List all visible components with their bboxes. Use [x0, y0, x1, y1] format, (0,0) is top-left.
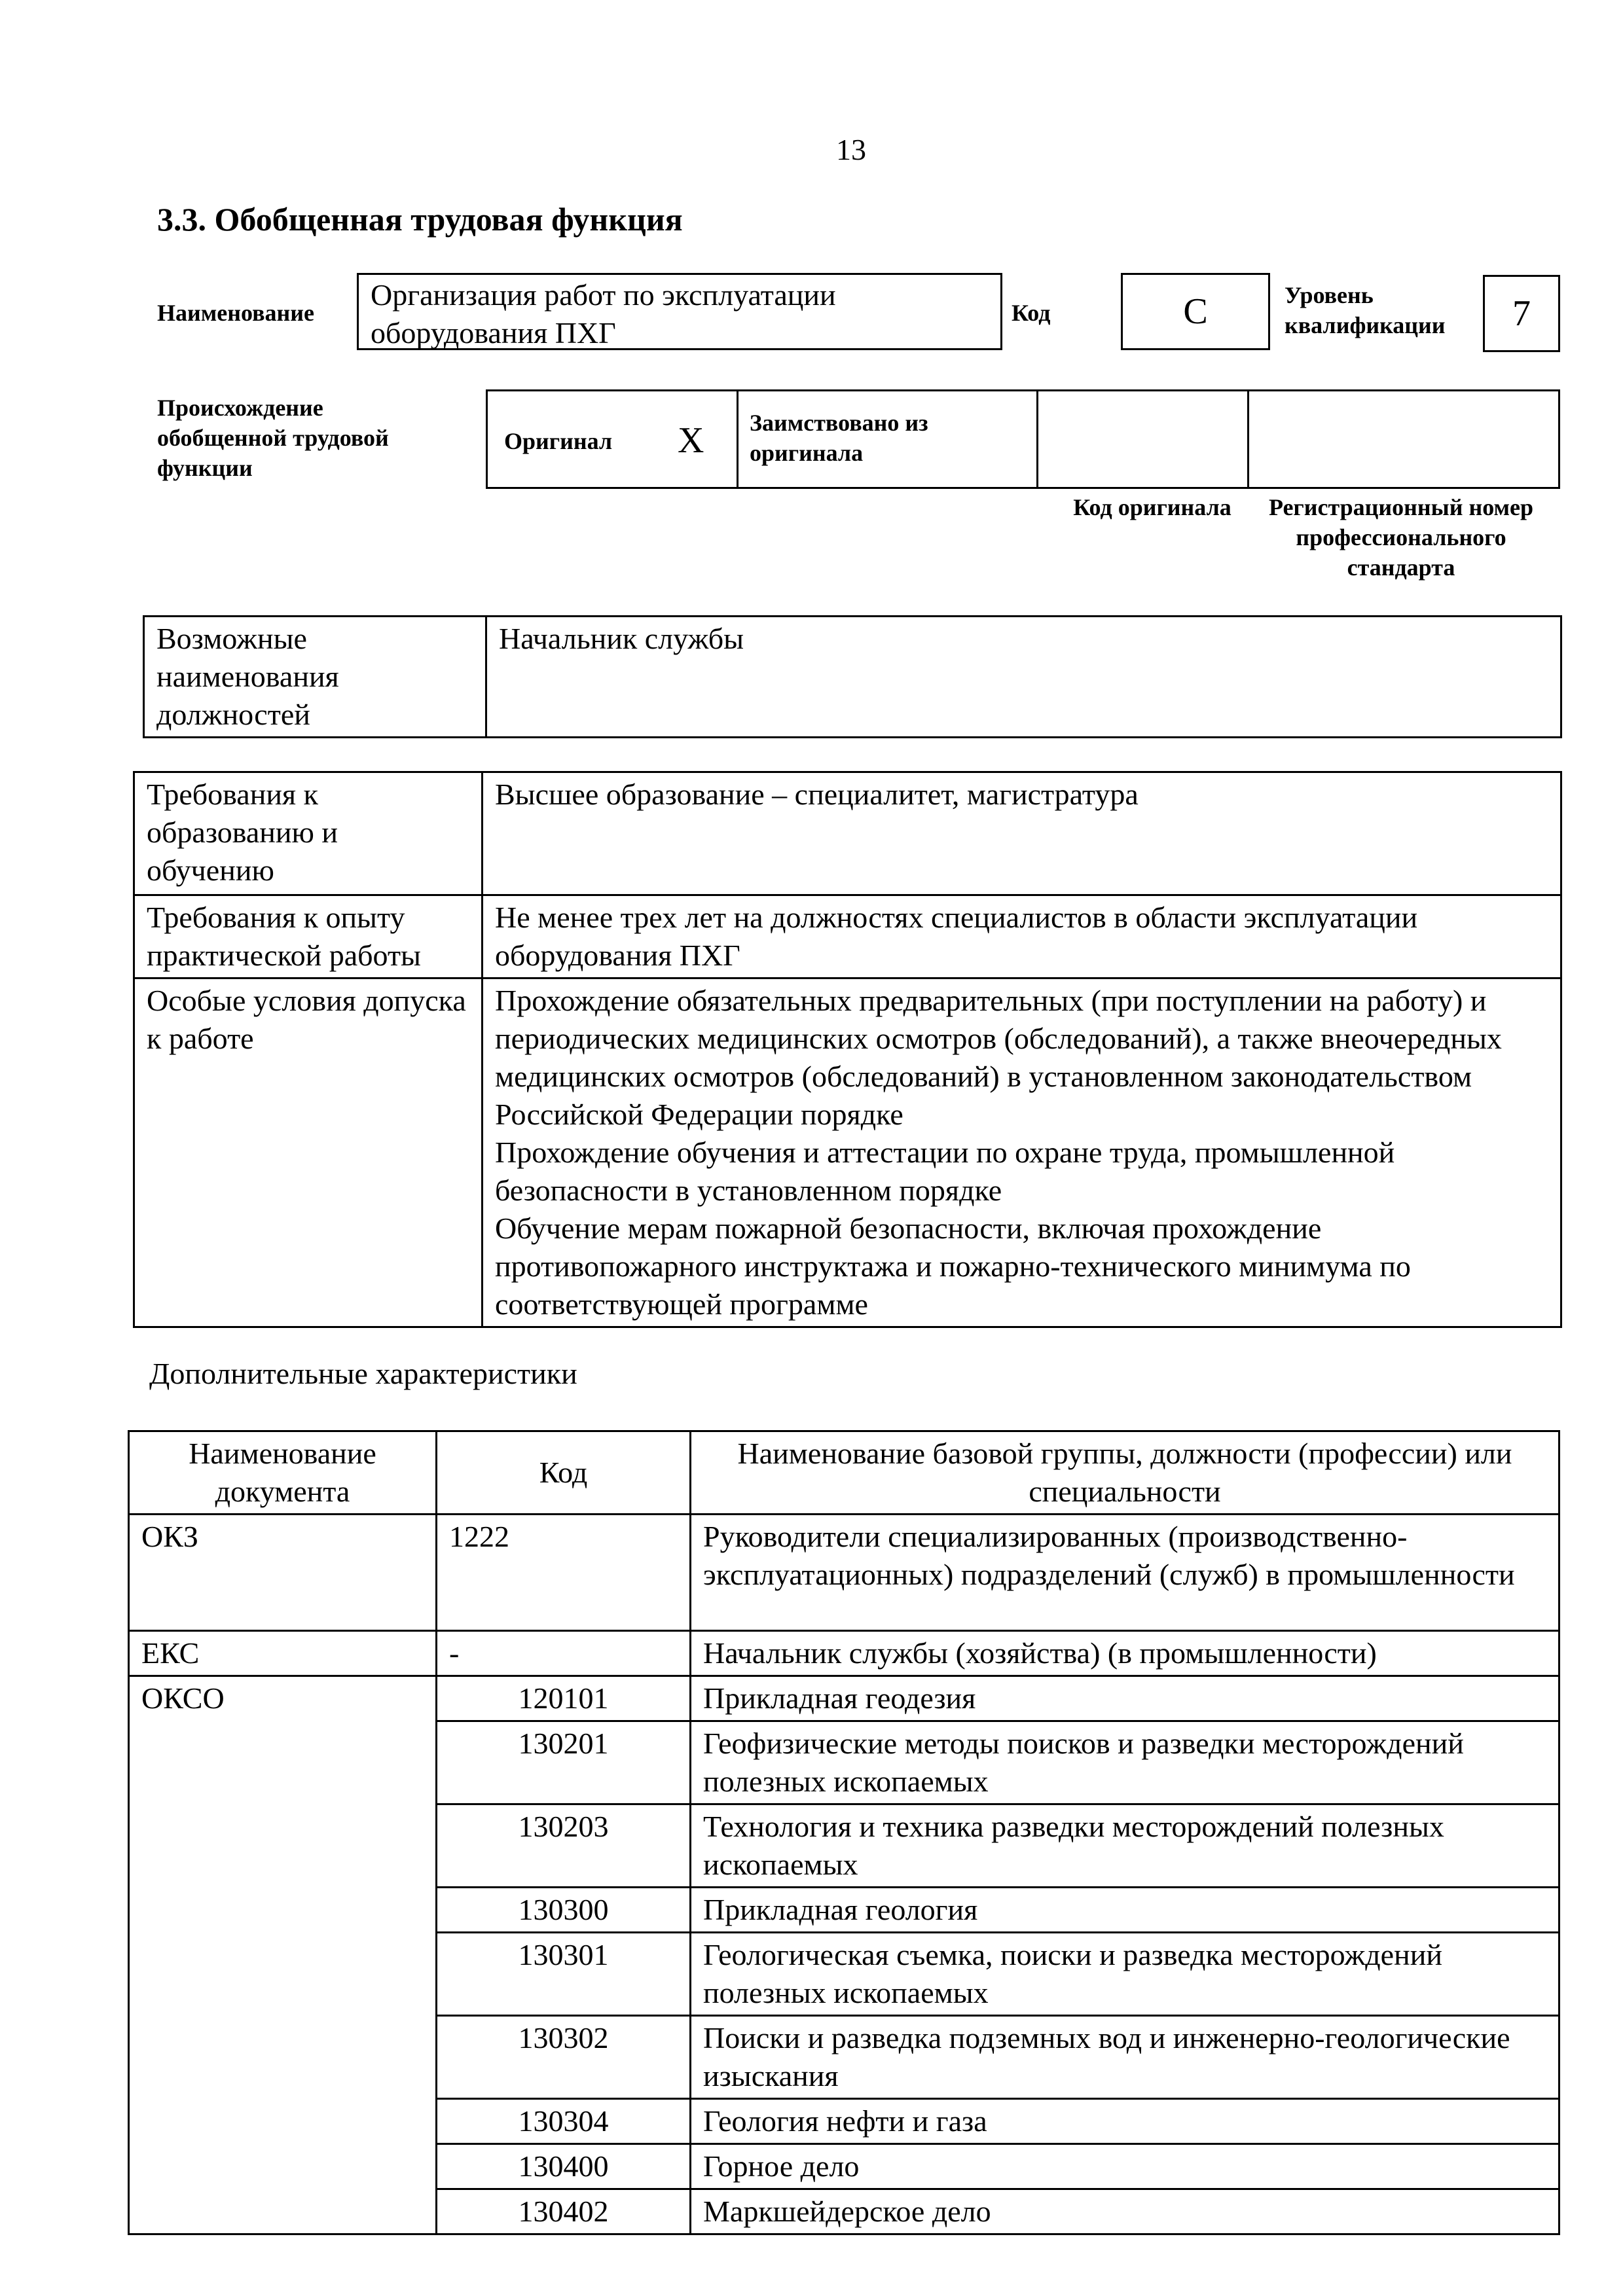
row-name: Руководители специализированных (производственно-эксплуатационных) подразделений (служб) в промышленности — [691, 1515, 1559, 1631]
origin-divider-2 — [1036, 391, 1038, 487]
row-doc: ОКЗ — [129, 1515, 437, 1631]
row-name: Прикладная геология — [691, 1888, 1559, 1933]
requirement-paragraph: Не менее трех лет на должностях специалистов в области эксплуатации оборудования ПХГ — [495, 901, 1418, 972]
function-name-box — [357, 273, 1002, 350]
positions-row — [144, 617, 1561, 738]
row-code: - — [437, 1631, 691, 1676]
requirement-value — [483, 895, 1561, 978]
row-code: 130203 — [437, 1804, 691, 1888]
row-code: 130302 — [437, 2016, 691, 2099]
level-label: Уровень квалификации — [1285, 282, 1446, 338]
row-code: 130201 — [437, 1721, 691, 1804]
requirement-paragraph: Прохождение обязательных предварительных (при поступлении на работу) и периодических медицинских осмотров (обследований), а также внеочередных медицинских осмотров (обследований) в установленном законодательством Российской Федерации порядке — [495, 984, 1502, 1131]
row-doc: ОКСО — [129, 1676, 437, 2234]
requirements-table — [133, 771, 1562, 1328]
code-box — [1121, 273, 1270, 350]
reg-number-caption: Регистрационный номер профессионального стандарта — [1268, 494, 1534, 581]
original-mark: X — [678, 420, 704, 461]
requirement-paragraph: Прохождение обучения и аттестации по охране труда, промышленной безопасности в установленном порядке — [495, 1136, 1395, 1207]
original-label: Оригинал — [504, 428, 613, 454]
origin-divider-1 — [737, 391, 739, 487]
row-code: 130300 — [437, 1888, 691, 1933]
page-number: 13 — [836, 133, 866, 166]
section-title: 3.3. Обобщенная трудовая функция — [157, 201, 683, 238]
requirement-row — [134, 978, 1561, 1327]
additional-title: Дополнительные характеристики — [149, 1357, 577, 1390]
borrowed-label: Заимствовано из оригинала — [750, 410, 928, 466]
requirement-paragraph: Высшее образование – специалитет, магистратура — [495, 778, 1139, 811]
requirement-paragraph: Обучение мерам пожарной безопасности, включая прохождение противопожарного инструктажа и пожарно-технического минимума по соответствующей программе — [495, 1211, 1411, 1321]
row-name: Геофизические методы поисков и разведки месторождений полезных ископаемых — [691, 1721, 1559, 1804]
table-row — [129, 1515, 1559, 1631]
row-code: 130402 — [437, 2189, 691, 2234]
requirement-row — [134, 895, 1561, 978]
level-box — [1483, 275, 1560, 352]
row-code: 120101 — [437, 1676, 691, 1721]
positions-label: Возможные наименования должностей — [144, 617, 486, 738]
row-name: Поиски и разведка подземных вод и инженерно-геологические изыскания — [691, 2016, 1559, 2099]
code-label: Код — [1012, 300, 1051, 326]
row-name: Технология и техника разведки месторождений полезных ископаемых — [691, 1804, 1559, 1888]
header-group-name: Наименование базовой группы, должности (профессии) или специальности — [691, 1431, 1559, 1515]
row-name: Геологическая съемка, поиски и разведка месторождений полезных ископаемых — [691, 1933, 1559, 2016]
row-name: Геология нефти и газа — [691, 2099, 1559, 2144]
origin-label: Происхождение обобщенной трудовой функции — [157, 395, 389, 481]
row-name: Начальник службы (хозяйства) (в промышленности) — [691, 1631, 1559, 1676]
row-code: 1222 — [437, 1515, 691, 1631]
function-name-value: Организация работ по эксплуатации оборудования ПХГ — [371, 278, 836, 350]
row-code: 130301 — [437, 1933, 691, 2016]
row-code: 130400 — [437, 2144, 691, 2189]
requirement-value — [483, 772, 1561, 895]
code-value: C — [1183, 291, 1208, 332]
additional-header-row — [129, 1431, 1559, 1515]
row-name: Прикладная геодезия — [691, 1676, 1559, 1721]
level-value: 7 — [1512, 293, 1531, 334]
original-code-caption: Код оригинала — [1073, 494, 1231, 520]
requirement-label: Требования к образованию и обучению — [134, 772, 483, 895]
table-row — [129, 1676, 1559, 1721]
name-label: Наименование — [157, 300, 314, 326]
row-code: 130304 — [437, 2099, 691, 2144]
requirement-value — [483, 978, 1561, 1327]
table-row — [129, 1631, 1559, 1676]
positions-table — [143, 615, 1562, 738]
origin-box — [486, 389, 1560, 489]
row-name: Маркшейдерское дело — [691, 2189, 1559, 2234]
requirement-row — [134, 772, 1561, 895]
header-code: Код — [437, 1431, 691, 1515]
header-document: Наименование документа — [129, 1431, 437, 1515]
row-doc: ЕКС — [129, 1631, 437, 1676]
requirement-label: Особые условия допуска к работе — [134, 978, 483, 1327]
origin-divider-3 — [1247, 391, 1249, 487]
additional-table — [128, 1430, 1560, 2235]
positions-value: Начальник службы — [486, 617, 1561, 738]
requirement-label: Требования к опыту практической работы — [134, 895, 483, 978]
row-name: Горное дело — [691, 2144, 1559, 2189]
